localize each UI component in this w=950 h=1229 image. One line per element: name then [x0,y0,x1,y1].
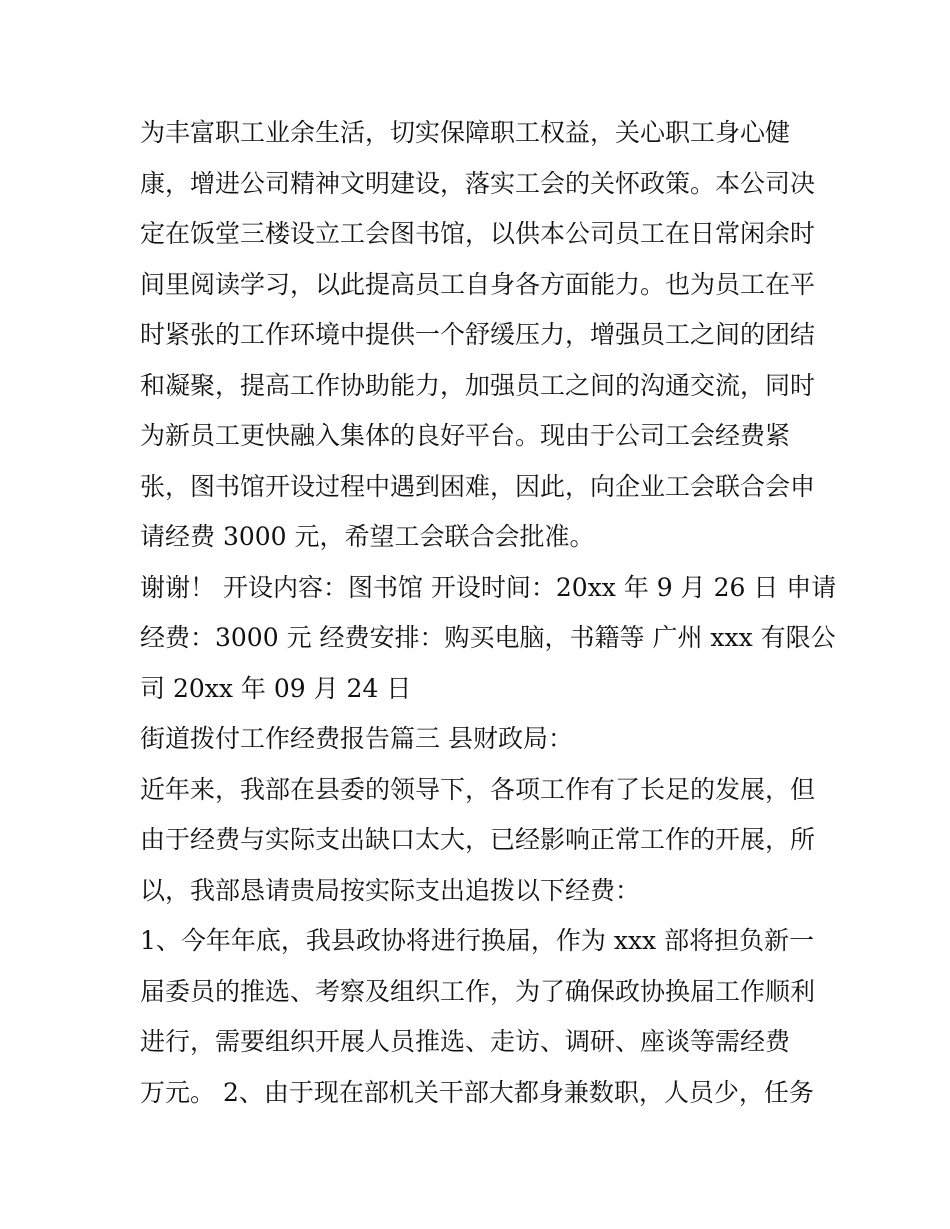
text-line: 请经费 3000 元，希望工会联合会批准。 [140,522,595,551]
text-line: 间里阅读学习，以此提高员工自身各方面能力。也为员工在平 [140,269,816,299]
text-line: 定在饭堂三楼设立工会图书馆，以供本公司员工在日常闲余时 [140,219,816,248]
text-line: 近年来，我部在县委的领导下，各项工作有了长足的发展，但 [140,774,816,804]
text-line: 时紧张的工作环境中提供一个舒缓压力，增强员工之间的团结 [140,320,816,349]
document-body [140,108,837,1118]
text-line: 为新员工更快融入集体的良好平台。现由于公司工会经费紧 [140,421,791,450]
text-line: 司 20xx 年 09 月 24 日 [140,673,412,703]
text-line: 万元。 2、由于现在部机关干部大都身兼数职，人员少，任务 [140,1077,814,1107]
text-line: 由于经费与实际支出缺口太大，已经影响正常工作的开展，所 [140,825,816,854]
text-line: 经费：3000 元 经费安排：购买电脑，书籍等 广州 xxx 有限公 [140,623,836,652]
text-line: 以，我部恳请贵局按实际支出追拨以下经费： [140,875,641,905]
text-line: 谢谢！ 开设内容：图书馆 开设时间：20xx 年 9 月 26 日 申请 [140,572,837,602]
text-line: 和凝聚，提高工作协助能力，加强员工之间的沟通交流，同时 [140,370,816,400]
text-line: 进行，需要组织开展人员推选、走访、调研、座谈等需经费 [140,1027,791,1056]
text-line: 1、今年年底，我县政协将进行换届，作为 xxx 部将担负新一 [140,926,815,955]
section-heading: 街道拨付工作经费报告篇三 县财政局： [140,724,573,753]
text-line: 康，增进公司精神文明建设，落实工会的关怀政策。本公司决 [140,168,816,198]
text-line: 届委员的推选、考察及组织工作，为了确保政协换届工作顺利 [140,976,816,1006]
text-line: 为丰富职工业余生活，切实保障职工权益，关心职工身心健 [140,118,791,147]
text-line: 张，图书馆开设过程中遇到困难，因此，向企业工会联合会申 [140,471,816,501]
